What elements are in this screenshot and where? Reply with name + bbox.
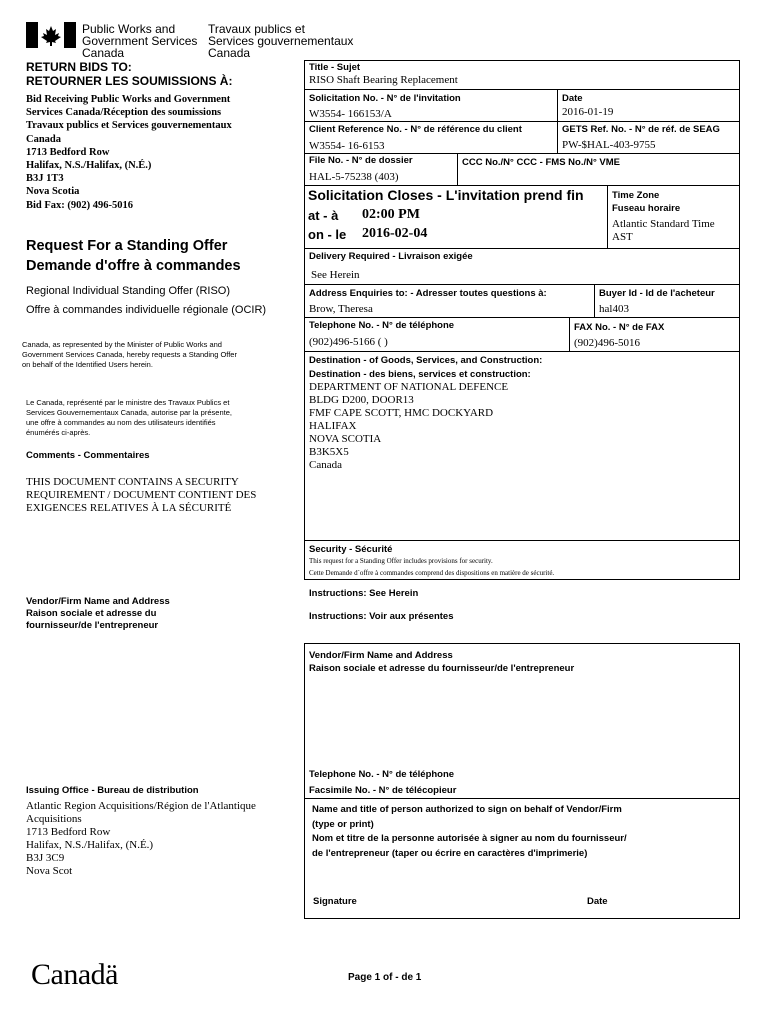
telephone-value: (902)496-5166 ( ) [309,336,388,348]
return-bids-address: Bid Receiving Public Works and Government Services Canada/Réception des soumissions Travaux publics et Services gouvernementaux Canada 1713 Bedford Row Halifax, N.S./Halifax, (N.É.) B3J 1T3 Nova Scotia Bid Fax: (902) 496-5016 [26,94,232,211]
vendor-telephone-label: Telephone No. - N° de téléphone [309,769,455,780]
security-text-en: This request for a Standing Offer includes provisions for security. [309,557,493,565]
buyer-id-label: Buyer Id - Id de l'acheteur [599,288,715,299]
canada-flag-icon [26,22,76,48]
client-reference-label: Client Reference No. - N° de référence du client [309,124,522,135]
title-label: Title - Sujet [309,62,361,73]
return-bids-title: RETURN BIDS TO: RETOURNER LES SOUMISSIONS À: [26,60,233,88]
closing-time-label: at - à [308,208,339,223]
request-paragraph-fr: Le Canada, représenté par le ministre des Travaux Publics et Services Gouvernementaux Canada, autorise par la présente, une offre à commandes au nom des utilisateurs identifiés énumérés ci-après. [26,398,232,437]
address-enquiries-value: Brow, Theresa [309,303,373,315]
destination-label: Destination - of Goods, Services, and Construction: Destination - des biens, services et construction: [309,355,543,380]
closing-date-label: on - le [308,227,347,242]
delivery-required-value: See Herein [311,269,360,281]
request-title: Request For a Standing Offer Demande d'offre à commandes [26,238,241,274]
file-number-value: HAL-5-75238 (403) [309,171,399,183]
vendor-firm-label-left: Vendor/Firm Name and Address Raison sociale et adresse du fournisseur/de l'entrepreneur [26,596,170,631]
closing-time-value: 02:00 PM [362,207,420,222]
signature-date-label: Date [587,896,608,907]
issuing-office-address: Atlantic Region Acquisitions/Région de l'Atlantique Acquisitions 1713 Bedford Row Halifax, N.S./Halifax, (N.É.) B3J 3C9 Nova Scot [26,800,256,877]
telephone-label: Telephone No. - N° de téléphone [309,320,455,331]
vendor-firm-input[interactable] [309,680,733,764]
vendor-facsimile-label: Facsimile No. - N° de télécopieur [309,785,457,796]
solicitation-number-value: W3554- 166153/A [309,108,392,120]
department-name-fr: Travaux publics et Services gouvernementaux Canada [208,22,354,60]
authorized-person-label: Name and title of person authorized to sign on behalf of Vendor/Firm (type or print) Nom et titre de la personne autorisée à signer au nom du fournisseur/ de l'entrepreneur (taper ou écrire en caractères d'imprimerie) [312,804,627,859]
ccc-number-label: CCC No./N° CCC - FMS No./N° VME [462,157,621,168]
client-reference-value: W3554- 16-6153 [309,140,385,152]
gets-reference-value: PW-$HAL-403-9755 [562,139,656,151]
solicitation-closes-label: Solicitation Closes - L'invitation prend fin [308,187,584,203]
security-text-fr: Cette Demande d`offre à commandes comprend des dispositions en matière de sécurité. [309,569,555,577]
gets-reference-label: GETS Ref. No. - N° de réf. de SEAG [562,124,720,135]
security-label: Security - Sécurité [309,544,393,555]
closing-date-value: 2016-02-04 [362,226,428,241]
destination-address: DEPARTMENT OF NATIONAL DEFENCE BLDG D200, DOOR13 FMF CAPE SCOTT, HMC DOCKYARD HALIFAX NOVA SCOTIA B3K5X5 Canada [309,381,509,471]
fax-label: FAX No. - N° de FAX [574,322,665,333]
instructions-fr: Instructions: Voir aux présentes [309,611,454,622]
solicitation-number-label: Solicitation No. - N° de l'invitation [309,93,461,104]
fax-value: (902)496-5016 [574,337,640,349]
delivery-required-label: Delivery Required - Livraison exigée [309,251,473,262]
date-value: 2016-01-19 [562,106,614,118]
address-enquiries-label: Address Enquiries to: - Adresser toutes questions à: [309,288,547,299]
canada-wordmark: Canadä [31,958,118,991]
vendor-firm-label: Vendor/Firm Name and Address Raison sociale et adresse du fournisseur/de l'entrepreneur [309,650,575,674]
comments-text: THIS DOCUMENT CONTAINS A SECURITY REQUIREMENT / DOCUMENT CONTIENT DES EXIGENCES RELATIVES À LA SÉCURITÉ [26,476,257,514]
time-zone-value: Atlantic Standard Time AST [612,218,715,243]
page-number: Page 1 of - de 1 [348,972,422,983]
signature-label: Signature [313,896,357,907]
title-value: RISO Shaft Bearing Replacement [309,74,458,86]
file-number-label: File No. - N° de dossier [309,155,413,166]
date-label: Date [562,93,583,104]
request-paragraph-en: Canada, as represented by the Minister of Public Works and Government Services Canada, hereby requests a Standing Offer on behalf of the Identified Users herein. [22,340,237,369]
buyer-id-value: hal403 [599,303,629,315]
standing-offer-type: Regional Individual Standing Offer (RISO) Offre à commandes individuelle régionale (OCIR) [26,285,267,316]
instructions-en: Instructions: See Herein [309,588,419,599]
time-zone-label: Time Zone Fuseau horaire [612,190,681,214]
comments-label: Comments - Commentaires [26,450,150,461]
department-name-en: Public Works and Government Services Canada [82,22,198,60]
issuing-office-label: Issuing Office - Bureau de distribution [26,785,199,796]
